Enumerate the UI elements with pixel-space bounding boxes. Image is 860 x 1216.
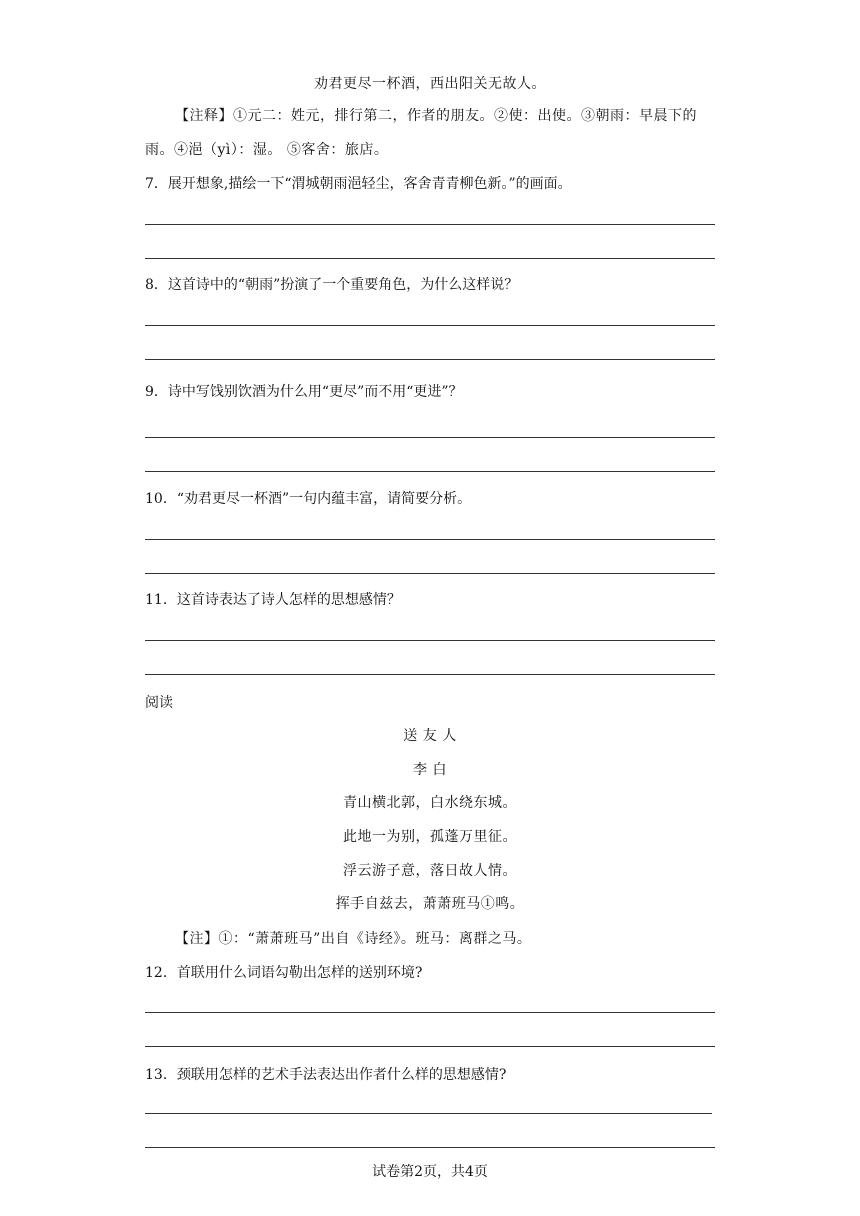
poem-line: 青山横北郭，白水绕东城。 <box>343 795 517 811</box>
answer-line[interactable] <box>145 437 715 438</box>
answer-line[interactable] <box>145 1147 715 1148</box>
question-10: 10．“劝君更尽一杯酒”一句内蕴丰富，请简要分析。 <box>145 491 472 507</box>
answer-line[interactable] <box>145 1046 715 1047</box>
question-7: 7．展开想象,描绘一下“渭城朝雨浥轻尘，客舍青青柳色新。”的画面。 <box>145 176 572 192</box>
answer-line[interactable] <box>145 674 715 675</box>
question-13: 13．颈联用怎样的艺术手法表达出作者什么样的思想感情? <box>145 1067 507 1083</box>
poem-line: 浮云游子意，落日故人情。 <box>343 863 517 879</box>
poem-note: 【注】①：“萧萧班马”出自《诗经》。班马：离群之马。 <box>175 931 532 947</box>
poem-title: 送 友 人 <box>403 728 457 744</box>
answer-line[interactable] <box>145 640 715 641</box>
answer-line[interactable] <box>145 325 715 326</box>
question-12: 12．首联用什么词语勾勒出怎样的送别环境? <box>145 965 423 981</box>
page-footer: 试卷第2页，共4页 <box>372 1164 488 1180</box>
question-8: 8．这首诗中的“朝雨”扮演了一个重要角色，为什么这样说？ <box>145 277 519 293</box>
poem-line: 劝君更尽一杯酒，西出阳关无故人。 <box>314 76 546 92</box>
question-11: 11．这首诗表达了诗人怎样的思想感情？ <box>145 592 401 608</box>
answer-line[interactable] <box>145 359 715 360</box>
poem-line: 此地一为别，孤蓬万里征。 <box>343 829 517 845</box>
answer-line[interactable] <box>145 1113 712 1114</box>
answer-line[interactable] <box>145 1012 715 1013</box>
answer-line[interactable] <box>145 258 715 259</box>
answer-line[interactable] <box>145 539 715 540</box>
answer-line[interactable] <box>145 471 715 472</box>
annotation-line-2: 雨。④浥（yì）：湿。 ⑤客舍：旅店。 <box>145 142 389 158</box>
answer-line[interactable] <box>145 573 715 574</box>
poem-line: 挥手自兹去，萧萧班马①鸣。 <box>335 896 525 912</box>
question-9: 9．诗中写饯别饮酒为什么用“更尽”而不用“更进”？ <box>145 384 463 400</box>
annotation-line-1: 【注释】①元二：姓元，排行第二，作者的朋友。②使：出使。③朝雨：早晨下的 <box>175 108 697 124</box>
poem-author: 李 白 <box>413 762 447 778</box>
answer-line[interactable] <box>145 224 715 225</box>
section-label: 阅读 <box>145 695 173 711</box>
